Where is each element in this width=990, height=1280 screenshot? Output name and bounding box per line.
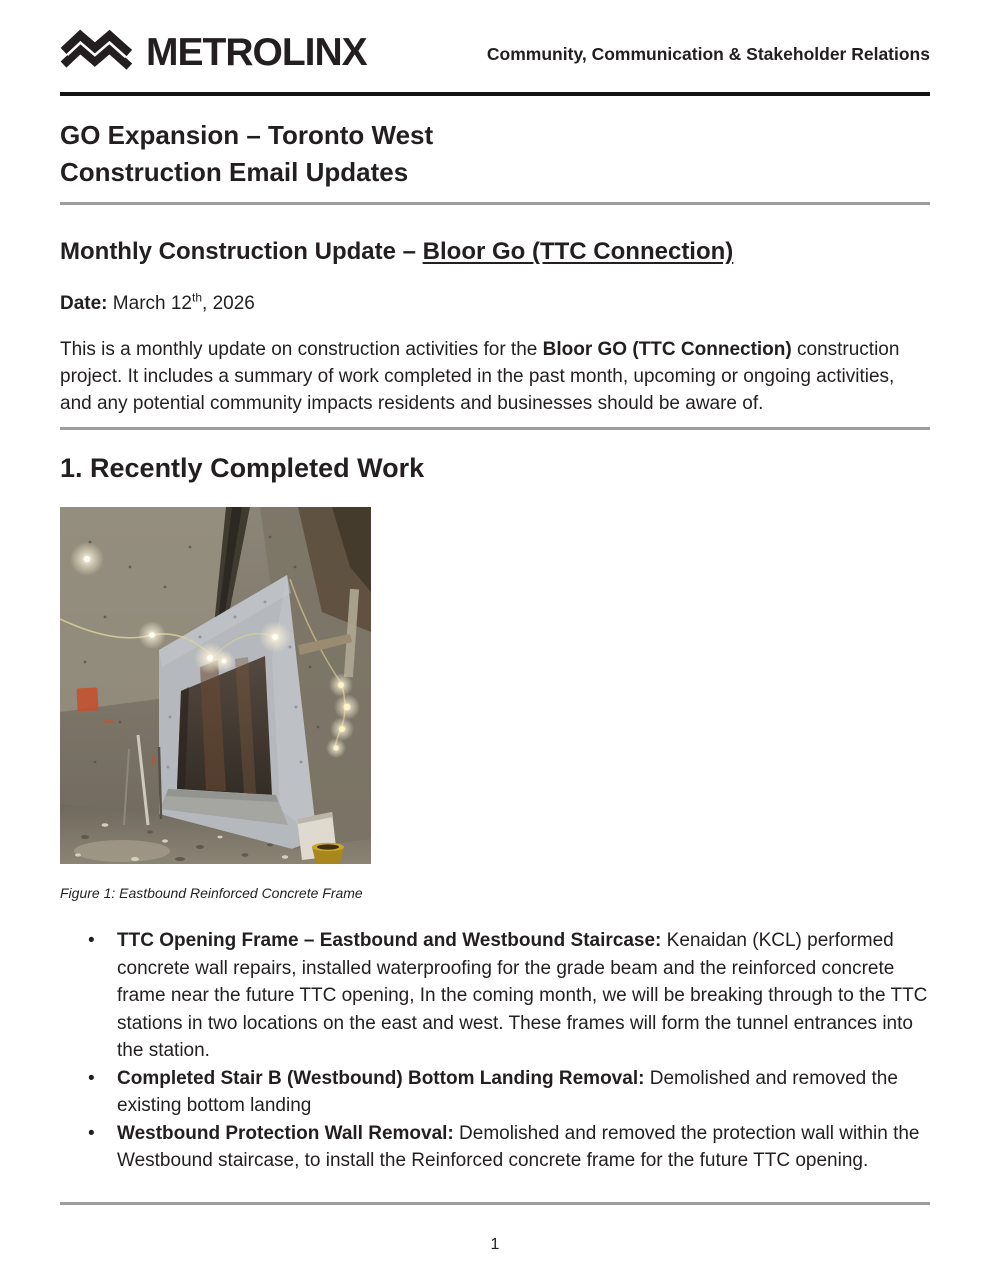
section1-heading: 1. Recently Completed Work: [60, 453, 425, 483]
list-item: [60, 1065, 930, 1120]
update-heading: [60, 237, 930, 267]
brand-wordmark: METROLINX: [146, 30, 367, 74]
document-title: [60, 117, 930, 191]
date-year: , 2026: [202, 293, 255, 314]
department-title: Community, Communication & Stakeholder Relations: [486, 43, 930, 64]
page-header: [60, 0, 930, 76]
list-item-lead: Westbound Protection Wall Removal:: [117, 1122, 454, 1144]
construction-photo: [60, 507, 371, 864]
header-rule: [60, 92, 930, 96]
document-title-line2: Construction Email Updates: [60, 157, 409, 187]
intro-post: construction project. It includes a summary of work completed in the past month, upcoming or ongoing activities, and any potential community impacts residents and businesses should be aware of.: [60, 339, 900, 414]
figure-1: [60, 507, 930, 902]
list-item: [60, 1120, 930, 1175]
intro-pre: This is a monthly update on construction activities for the: [60, 339, 543, 360]
page-number: 1: [490, 1236, 500, 1253]
list-item-lead: Completed Stair B (Westbound) Bottom Landing Removal:: [117, 1067, 645, 1089]
intro-paragraph: [60, 336, 930, 417]
metrolinx-logo-icon: [60, 29, 136, 75]
list-item-text: Kenaidan (KCL) performed concrete wall repairs, installed waterproofing for the grade beam and the reinforced concrete frame near the future TTC opening, In the coming month, we will be breaking through to the TTC stations in two locations on the east and west. These frames will form the tunnel entrances into the station.: [117, 930, 928, 1061]
page-footer: [60, 1202, 930, 1280]
intro-rule: [60, 427, 930, 430]
date-month-day: March 12: [107, 293, 192, 314]
date-line: [60, 290, 930, 317]
title-rule: [60, 202, 930, 205]
date-label: Date:: [60, 293, 108, 314]
list-item-lead: TTC Opening Frame – Eastbound and Westbound Staircase:: [117, 930, 662, 951]
document-title-line1: GO Expansion – Toronto West: [60, 120, 434, 150]
metrolinx-logo: [60, 29, 367, 75]
update-heading-prefix: Monthly Construction Update –: [60, 238, 423, 265]
list-item-text: Demolished and removed the existing bottom landing: [117, 1067, 898, 1116]
figure-1-caption: Figure 1: Eastbound Reinforced Concrete Frame: [60, 885, 363, 901]
intro-project-name: Bloor GO (TTC Connection): [542, 339, 792, 360]
update-heading-project-name: Bloor Go (TTC Connection): [422, 238, 734, 265]
date-ordinal: th: [192, 290, 203, 305]
list-item: [60, 927, 930, 1065]
completed-work-list: [60, 927, 930, 1175]
list-item-text: Demolished and removed the protection wall within the Westbound staircase, to install the Reinforced concrete frame for the future TTC opening.: [117, 1122, 920, 1171]
